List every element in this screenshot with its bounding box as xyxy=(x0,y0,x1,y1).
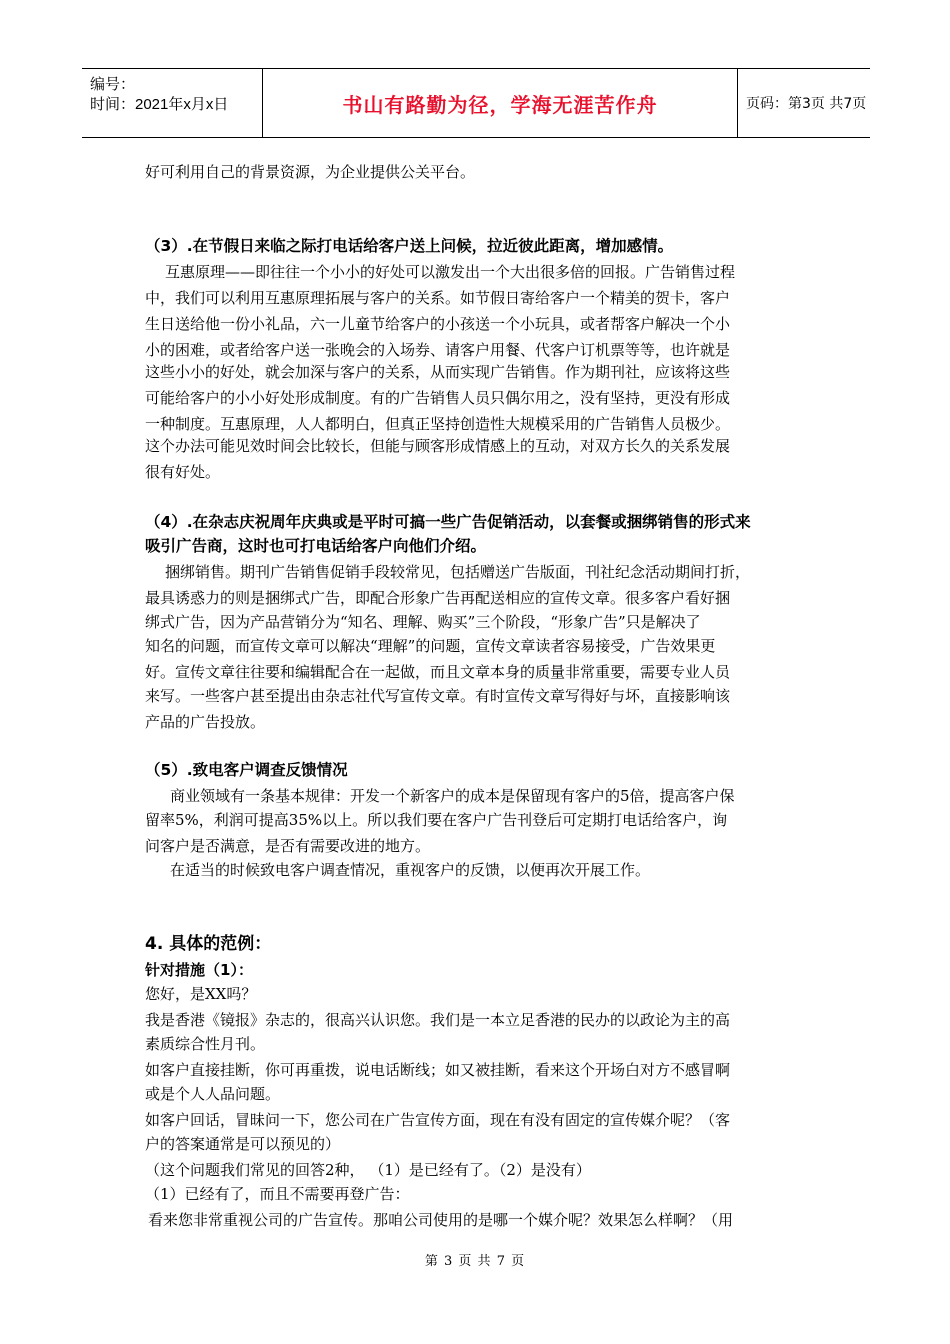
paragraph-line: 商业领域有一条基本规律：开发一个新客户的成本是保留现有客户的5倍，提高客户保 xyxy=(170,787,735,805)
paragraph-line: 可能给客户的小小好处形成制度。有的广告销售人员只偶尔用之，没有坚持，更没有形成 xyxy=(145,389,731,407)
section-heading-4: （4）.在杂志庆祝周年庆典或是平时可搞一些广告促销活动，以套餐或捆绑销售的形式来 xyxy=(145,513,751,531)
paragraph-line: 素质综合性月刊。 xyxy=(145,1035,266,1053)
paragraph-line: 户的答案通常是可以预见的） xyxy=(145,1135,341,1153)
paragraph-line: 这个办法可能见效时间会比较长，但能与顾客形成情感上的互动，对双方长久的关系发展 xyxy=(145,437,731,455)
time-label: 时间：2021年x月x日 xyxy=(90,96,229,113)
section-heading-4-cont: 吸引广告商，这时也可打电话给客户向他们介绍。 xyxy=(145,537,487,555)
paragraph-line: 中，我们可以利用互惠原理拓展与客户的关系。如节假日寄给客户一个精美的贺卡，客户 xyxy=(145,289,731,307)
header-meta-cell xyxy=(82,69,263,137)
paragraph-line: 您好，是XX吗？ xyxy=(145,985,257,1003)
paragraph-line: 知名的问题，而宣传文章可以解决“理解”的问题，宣传文章读者容易接受，广告效果更 xyxy=(145,637,716,655)
page-info: 页码：第3页 共7页 xyxy=(746,96,867,112)
header-motto-cell xyxy=(263,69,738,137)
paragraph-line: 来写。一些客户甚至提出由杂志社代写宣传文章。有时宣传文章写得好与坏，直接影响该 xyxy=(145,687,731,705)
paragraph-line: 互惠原理——即往往一个小小的好处可以激发出一个大出很多倍的回报。广告销售过程 xyxy=(165,263,736,281)
paragraph-line: 好可利用自己的背景资源，为企业提供公关平台。 xyxy=(145,163,476,181)
paragraph-line: 产品的广告投放。 xyxy=(145,713,266,731)
paragraph-line: 好。宣传文章往往要和编辑配合在一起做，而且文章本身的质量非常重要，需要专业人员 xyxy=(145,663,731,681)
page-header xyxy=(82,68,870,138)
paragraph-line: 在适当的时候致电客户调查情况，重视客户的反馈，以便再次开展工作。 xyxy=(170,861,651,879)
paragraph-line: 或是个人人品问题。 xyxy=(145,1085,281,1103)
paragraph-line: 小的困难，或者给客户送一张晚会的入场券、请客户用餐、代客户订机票等等，也许就是 xyxy=(145,341,731,359)
subheading-measure-1: 针对措施（1）： xyxy=(145,961,253,979)
paragraph-line: 最具诱惑力的则是捆绑式广告，即配合形象广告再配送相应的宣传文章。很多客户看好捆 xyxy=(145,589,731,607)
motto-text: 书山有路勤为径，学海无涯苦作舟 xyxy=(342,92,658,117)
paragraph-line: 问客户是否满意，是否有需要改进的地方。 xyxy=(145,837,431,855)
section-heading-5: （5）.致电客户调查反馈情况 xyxy=(145,761,348,779)
paragraph-line: 很有好处。 xyxy=(145,463,221,481)
paragraph-line: 一种制度。互惠原理，人人都明白，但真正坚持创造性大规模采用的广告销售人员极少。 xyxy=(145,415,731,433)
section-heading-3: （3）.在节假日来临之际打电话给客户送上问候，拉近彼此距离，增加感情。 xyxy=(145,237,674,255)
paragraph-line: 如客户直接挂断，你可再重拨，说电话断线；如又被挂断，看来这个开场白对方不感冒啊 xyxy=(145,1061,731,1079)
paragraph-line: 我是香港《镜报》杂志的，很高兴认识您。我们是一本立足香港的民办的以政论为主的高 xyxy=(145,1011,731,1029)
paragraph-line: 绑式广告，因为产品营销分为“知名、理解、购买”三个阶段，“形象广告”只是解决了 xyxy=(145,613,701,631)
paragraph-line: 留率5%，利润可提高35%以上。所以我们要在客户广告刊登后可定期打电话给客户，询 xyxy=(145,811,728,829)
paragraph-line: 捆绑销售。期刊广告销售促销手段较常见，包括赠送广告版面，刊社纪念活动期间打折， xyxy=(165,563,751,581)
paragraph-line: 看来您非常重视公司的广告宣传。那咱公司使用的是哪一个媒介呢？效果怎么样啊？（用 xyxy=(148,1211,734,1229)
paragraph-line: （这个问题我们常见的回答2种， （1）是已经有了。（2）是没有） xyxy=(145,1161,591,1179)
paragraph-line: 如客户回话，冒昧问一下，您公司在广告宣传方面，现在有没有固定的宣传媒介呢？（客 xyxy=(145,1111,731,1129)
paragraph-line: （1）已经有了，而且不需要再登广告： xyxy=(145,1185,410,1203)
paragraph-line: 生日送给他一份小礼品，六一儿童节给客户的小孩送一个小玩具，或者帮客户解决一个小 xyxy=(145,315,731,333)
page-footer: 第 3 页 共 7 页 xyxy=(424,1254,526,1269)
paragraph-line: 这些小小的好处，就会加深与客户的关系，从而实现广告销售。作为期刊社，应该将这些 xyxy=(145,363,731,381)
section-heading-examples: 4. 具体的范例： xyxy=(145,934,272,954)
number-label: 编号： xyxy=(90,76,136,93)
